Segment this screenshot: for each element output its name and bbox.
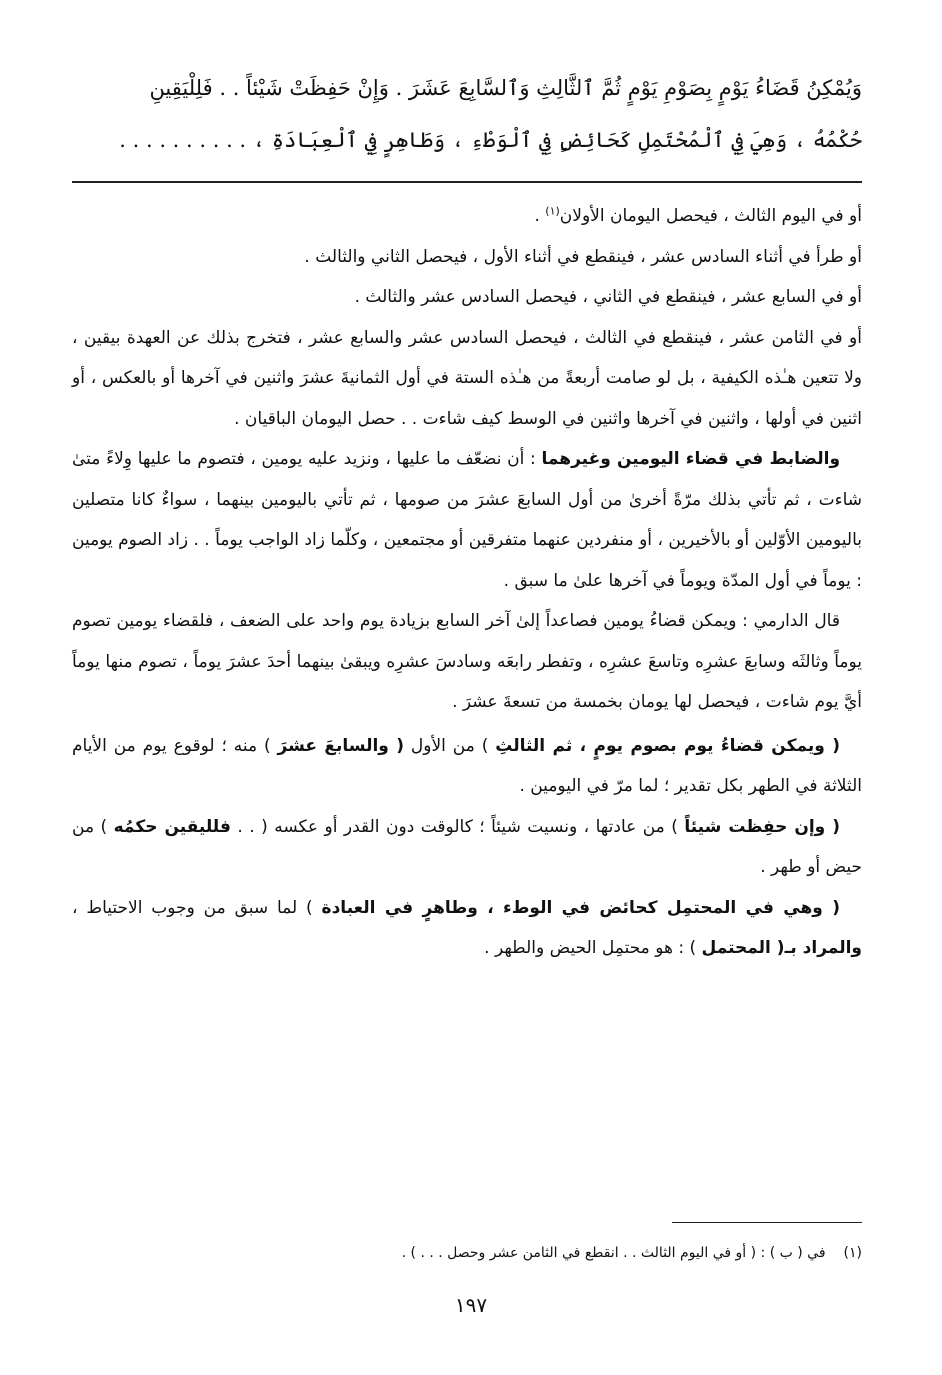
quoted-matn: ( والسابعَ عشرَ	[277, 735, 405, 756]
footnote-text: في ( ب ) : ( أو في اليوم الثالث . . انقطع في الثامن عشر وحصل . . . ) .	[401, 1245, 826, 1261]
footnote-separator-rule	[672, 1222, 862, 1223]
quoted-matn: فلليقين حكمُه	[113, 816, 231, 837]
matn-line-1: وَيُمْكِنُ قَضَاءُ يَوْمٍ بِصَوْمِ يَوْمٍ ثُمَّ ٱلثَّالِثِ وَٱلسَّابِعَ عَشَرَ . وَإِنْ حَفِظَتْ شَيْئاً . . فَلِلْيَقِينِ	[149, 76, 862, 100]
commentary-paragraph-7: ( ويمكن قضاءُ يوم بصوم يومٍ ، ثم الثالثِ ) من الأول ( والسابعَ عشرَ ) منه ؛ لوقوع يوم من الأيام الثلاثة في الطهر بكل تقدير ؛ لما مرّ في اليومين .	[72, 735, 862, 796]
quoted-matn: ( وإن حفِظت شيئاً	[684, 816, 841, 837]
main-text-matn	[72, 62, 862, 166]
commentary-paragraph-3: أو في السابع عشر ، فينقطع في الثاني ، فيحصل السادس عشر والثالث .	[354, 287, 862, 307]
footnote-number: (١)	[843, 1245, 862, 1261]
commentary-paragraph-9: ( وهي في المحتمِل كحائض في الوطء ، وطاهرٍ في العبادة ) لما سبق من وجوب الاحتياط ، والمراد بـ( المحتمل ) : هو محتمِل الحيض والطهر .	[72, 897, 862, 958]
commentary-paragraph-4: أو في الثامن عشر ، فينقطع في الثالث ، فيحصل السادس عشر والسابع عشر ، فتخرج بذلك عن العهدة بيقين ، ولا تتعين هـٰذه الكيفية ، بل لو صامت أربعةً من هـٰذه الستة في أول الثمانيةَ عشرَ واثنين في آخرها أو بالعكس ، أو اثنين في أولها ، واثنين في آخرها واثنين في الوسط كيف شاءت . . حصل اليومان الباقيان .	[72, 327, 862, 429]
commentary-paragraph-6: قال الدارمي : ويمكن قضاءُ يومين فصاعداً إلىٰ آخر السابع بزيادة يوم واحد على الضعف ، فلقضاء يومين تصوم يوماً وثالثَه وسابعَ عشرِه وتاسعَ عشرِه ، وتفطر رابعَه وسادسَ عشرِه ويبقىٰ بينهما أحدَ عشرَ يوماً ، تصوم منها يوماً أيَّ يوم شاءت ، فيحصل لها يومان بخمسة من تسعةَ عشرَ .	[72, 611, 862, 712]
commentary-paragraph-8: ( وإن حفِظت شيئاً ) من عادتها ، ونسيت شيئاً ؛ كالوقت دون القدر أو عكسه ( . . فلليقين حكمُه ) من حيض أو طهر .	[72, 816, 862, 877]
quoted-matn: والمراد بـ( المحتمل	[701, 938, 862, 958]
commentary-paragraph-1: أو في اليوم الثالث ، فيحصل اليومان الأولان$^{(١)}$ .	[534, 204, 862, 226]
quoted-matn: ( وهي في المحتمِل كحائض في الوطء ، وطاهرٍ في العبادة	[321, 897, 840, 918]
matn-separator-rule	[72, 181, 862, 183]
page-number: ١٩٧	[454, 1293, 488, 1317]
footnote-reference[interactable]: (١)	[545, 204, 560, 218]
footnote	[72, 1240, 862, 1266]
matn-line-2: حُكْمُهُ ، وَهِيَ فِي ٱلْمُحْتَمِلِ كَحَائِضٍ فِي ٱلْوَطْءِ ، وَطَاهِرٍ فِي ٱلْعِبَادَةِ ، . . . . . . . . . .	[119, 128, 862, 152]
quoted-matn: ( ويمكن قضاءُ يوم بصوم يومٍ ، ثم الثالثِ	[495, 735, 840, 756]
commentary-text	[72, 196, 862, 969]
commentary-paragraph-2: أو طرأ في أثناء السادس عشر ، فينقطع في أثناء الأول ، فيحصل الثاني والثالث .	[304, 246, 862, 267]
commentary-paragraph-5: والضابط في قضاء اليومين وغيرهما : أن نضعّف ما عليها ، ونزيد عليه يومين ، فتصوم ما عليها وِلاءً متىٰ شاءت ، ثم تأتي بذلك مرّةً أخرىٰ من أول السابعَ عشرَ من صومها ، ثم تأتي باليومين بينهما ، سواءٌ كانا متصلين باليومين الأوّلين أو بالأخيرين ، أو منفردين عنهما متفرقين أو مجتمعين ، وكلّما زاد الواجب يوماً . . زاد الصوم يومين : يوماً في أول المدّة ويوماً في آخرها علىٰ ما سبق .	[72, 449, 862, 591]
bold-phrase: والضابط في قضاء اليومين وغيرهما	[541, 449, 841, 469]
